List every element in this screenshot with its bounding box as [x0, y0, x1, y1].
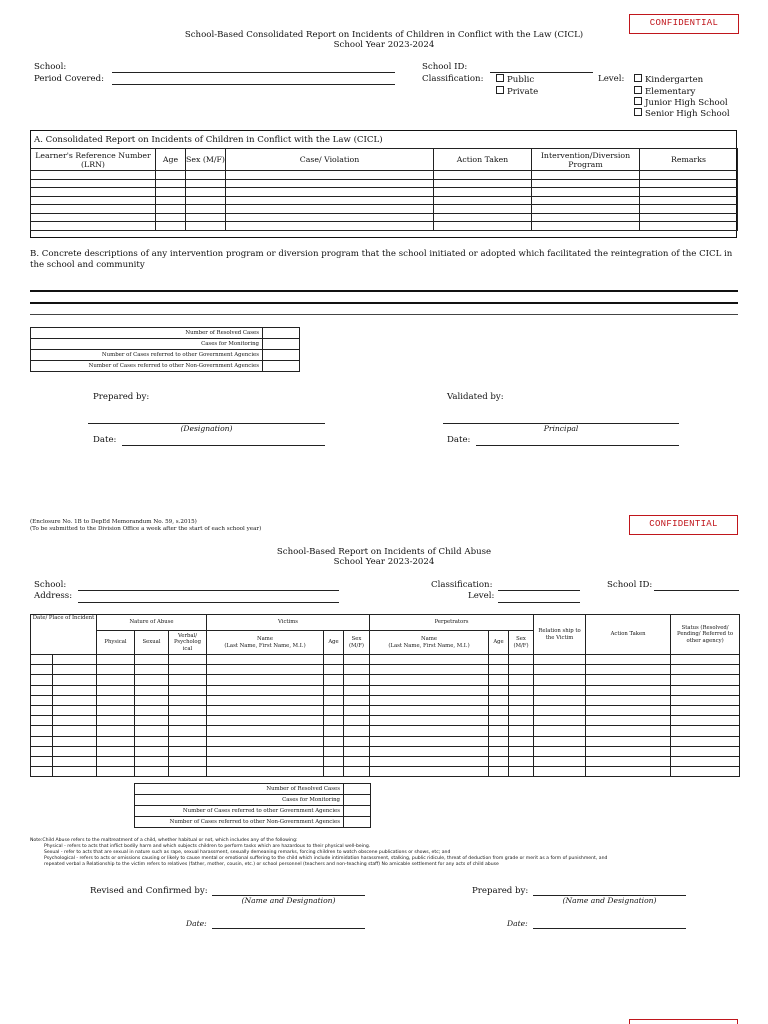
header-physical: Physical — [97, 631, 135, 655]
summary-label: Number of Cases referred to other Non-Government Agencies — [135, 817, 344, 828]
summary-value[interactable] — [344, 806, 371, 817]
name-format: (Last Name, First Name, M.I.) — [388, 642, 470, 649]
report1-title: School-Based Consolidated Report on Incidents of Children in Conflict with the Law (CICL) — [184, 30, 584, 40]
header-action: Action Taken — [434, 149, 532, 171]
table-row[interactable] — [31, 188, 738, 197]
header-case: Case/ Violation — [226, 149, 434, 171]
school-field-2[interactable] — [78, 590, 339, 591]
table-row[interactable] — [31, 196, 738, 205]
classification-field-2[interactable] — [498, 590, 580, 591]
header-victim-sex: Sex (M/F) — [344, 631, 370, 655]
table-row[interactable] — [31, 655, 740, 665]
header-perpetrators: Perpetrators — [370, 615, 534, 631]
checkbox-box — [634, 86, 642, 94]
prepared-name-caption: (Name and Designation) — [562, 896, 657, 905]
name-format: (Last Name, First Name, M.I.) — [224, 642, 306, 649]
name-label: Name — [421, 636, 437, 643]
summary-value[interactable] — [344, 784, 371, 795]
enclosure-note: (Enclosure No. 1B to DepEd Memorandum No. 59, s.2015) — [30, 519, 197, 525]
summary-value[interactable] — [263, 361, 300, 372]
checkbox-private[interactable] — [496, 86, 538, 97]
section-b-line[interactable] — [30, 302, 738, 304]
table-row[interactable] — [31, 665, 740, 675]
summary-value[interactable] — [344, 817, 371, 828]
period-field[interactable] — [112, 84, 395, 85]
summary-label: Cases for Monitoring — [31, 339, 263, 350]
summary-table-2 — [134, 783, 371, 828]
header-nature: Nature of Abuse — [97, 615, 207, 631]
header-victims: Victims — [207, 615, 370, 631]
note-intro: Note:Child Abuse refers to the maltreatment of a child, whether habitual or not, which includes any of the following: — [30, 838, 298, 843]
school-id-label: School ID: — [422, 62, 468, 72]
designation-caption: (Designation) — [180, 424, 233, 433]
summary-label: Number of Cases referred to other Government Agencies — [135, 806, 344, 817]
period-label: Period Covered: — [34, 74, 105, 84]
table-row[interactable] — [31, 685, 740, 695]
school-label-2: School: — [34, 580, 67, 590]
checkbox-label: Kindergarten — [645, 75, 704, 85]
section-b-title: B. Concrete descriptions of any intervention program or diversion program that the school initiated or adopted which facilitated the reintegration of the CICL in the school and community — [30, 249, 733, 270]
classification-label-2: Classification: — [431, 580, 493, 590]
principal-caption: Principal — [543, 424, 579, 433]
summary-table-1 — [30, 327, 300, 372]
school-id-field-2[interactable] — [654, 590, 739, 591]
checkbox-label: Senior High School — [645, 109, 730, 119]
checkbox-box — [496, 74, 504, 82]
header-sex: Sex (M/F) — [186, 149, 226, 171]
validated-date-label: Date: — [447, 435, 471, 445]
revised-date-field[interactable] — [212, 928, 365, 929]
level-field-2[interactable] — [498, 602, 580, 603]
enclosure-instruction: (To be submitted to the Division Office a week after the start of each school year) — [30, 526, 262, 532]
summary-label: Number of Resolved Cases — [31, 328, 263, 339]
prepared-date-field[interactable] — [122, 445, 325, 446]
note-physical: Physical - refers to acts that inflict bodily harm and which subjects children to perform tasks which are hazardous to their physical well-being. — [44, 844, 371, 849]
report2-school-year: School Year 2023-2024 — [333, 557, 435, 567]
checkbox-public[interactable] — [496, 74, 534, 85]
table-row[interactable] — [31, 726, 740, 736]
header-lrn: Learner's Reference Number (LRN) — [31, 149, 156, 171]
table-row[interactable] — [31, 222, 738, 231]
cicl-table — [30, 148, 738, 231]
table-row[interactable] — [31, 675, 740, 685]
validated-by-label: Validated by: — [447, 392, 504, 402]
checkbox-kindergarten[interactable] — [634, 74, 703, 85]
report1-school-year: School Year 2023-2024 — [333, 40, 435, 50]
header-date-place: Date/ Place of Incident — [31, 615, 97, 655]
summary-value[interactable] — [344, 795, 371, 806]
table-row[interactable] — [31, 767, 740, 777]
header-intervention: Intervention/Diversion Program — [532, 149, 640, 171]
header-sexual: Sexual — [135, 631, 169, 655]
prepared-by-label: Prepared by: — [93, 392, 150, 402]
checkbox-label: Elementary — [645, 87, 696, 97]
note-psychological: Psychological - refers to acts or omissions causing or likely to cause mental or emotional suffering to the child which include intimidation harassment, stalking, public ridicule, threat of deduction from grade or merit as a form of punishment, and — [44, 856, 608, 861]
summary-value[interactable] — [263, 328, 300, 339]
address-label: Address: — [34, 591, 73, 601]
level-label: Level: — [598, 74, 625, 84]
summary-label: Cases for Monitoring — [135, 795, 344, 806]
table-row[interactable] — [31, 705, 740, 715]
note-sexual: Sexual - refer to acts that are sexual in nature such as rape, sexual harassment, sexually demeaning remarks, forcing children to watch obscene publications or shows, etc; and — [44, 850, 451, 855]
revised-name-caption: (Name and Designation) — [241, 896, 336, 905]
school-id-label-2: School ID: — [607, 580, 653, 590]
checkbox-box — [496, 86, 504, 94]
prepared-date-label-2: Date: — [507, 919, 528, 928]
note-relationship: repeated verbal a Relationship to the victim refers to relatives (father, mother, cousin, etc.) or school personnel (teachers and non-teaching staff) No amicable settlement for any acts of child abuse — [44, 862, 499, 867]
table-row[interactable] — [31, 746, 740, 756]
summary-label: Number of Cases referred to other Government Agencies — [31, 350, 263, 361]
checkbox-label: Junior High School — [645, 98, 728, 108]
prepared-date-label: Date: — [93, 435, 117, 445]
address-field[interactable] — [78, 602, 339, 603]
header-verbal: Verbal/ Psycholog ical — [169, 631, 207, 655]
next-page-stamp-edge — [629, 1019, 738, 1024]
confidential-stamp: CONFIDENTIAL — [629, 14, 739, 34]
header-status: Status (Resolved/ Pending/ Referred to other agency) — [671, 615, 740, 655]
header-victim-name — [207, 631, 324, 655]
header-action-taken: Action Taken — [586, 615, 671, 655]
header-perp-name — [370, 631, 489, 655]
header-age: Age — [156, 149, 186, 171]
table-row[interactable] — [31, 179, 738, 188]
header-remarks: Remarks — [640, 149, 738, 171]
checkbox-box — [634, 97, 642, 105]
checkbox-box — [634, 108, 642, 116]
table-row[interactable] — [31, 205, 738, 214]
name-label: Name — [257, 636, 273, 643]
validated-date-field[interactable] — [476, 445, 679, 446]
checkbox-box — [634, 74, 642, 82]
checkbox-label: Public — [507, 75, 535, 85]
prepared-by-label-2: Prepared by: — [472, 886, 529, 896]
prepared-date-field-2[interactable] — [533, 928, 686, 929]
classification-label: Classification: — [422, 74, 484, 84]
report2-title: School-Based Report on Incidents of Child Abuse — [276, 547, 492, 557]
header-victim-age: Age — [324, 631, 344, 655]
checkbox-junior-high[interactable] — [634, 97, 728, 108]
level-label-2: Level: — [468, 591, 495, 601]
summary-value[interactable] — [263, 350, 300, 361]
child-abuse-table — [30, 614, 740, 777]
checkbox-elementary[interactable] — [634, 86, 695, 97]
summary-value[interactable] — [263, 339, 300, 350]
confidential-stamp: CONFIDENTIAL — [629, 515, 738, 535]
summary-label: Number of Cases referred to other Non-Government Agencies — [31, 361, 263, 372]
school-field[interactable] — [112, 72, 395, 73]
table-row[interactable] — [31, 716, 740, 726]
school-id-field[interactable] — [490, 72, 593, 73]
table-row[interactable] — [31, 171, 738, 180]
table-row[interactable] — [31, 756, 740, 766]
summary-label: Number of Resolved Cases — [135, 784, 344, 795]
header-relationship: Relation ship to the Victim — [534, 615, 586, 655]
checkbox-label: Private — [507, 87, 539, 97]
header-perp-sex: Sex (M/F) — [509, 631, 534, 655]
school-label: School: — [34, 62, 67, 72]
checkbox-senior-high[interactable] — [634, 108, 730, 119]
revised-date-label: Date: — [186, 919, 207, 928]
revised-by-label: Revised and Confirmed by: — [90, 886, 208, 896]
section-b-line[interactable] — [30, 290, 738, 292]
table-row[interactable] — [31, 695, 740, 705]
table-row[interactable] — [31, 213, 738, 222]
table-row[interactable] — [31, 736, 740, 746]
section-b-line[interactable] — [30, 314, 738, 315]
section-a-title: A. Consolidated Report on Incidents of Children in Conflict with the Law (CICL) — [34, 135, 383, 145]
header-perp-age: Age — [489, 631, 509, 655]
